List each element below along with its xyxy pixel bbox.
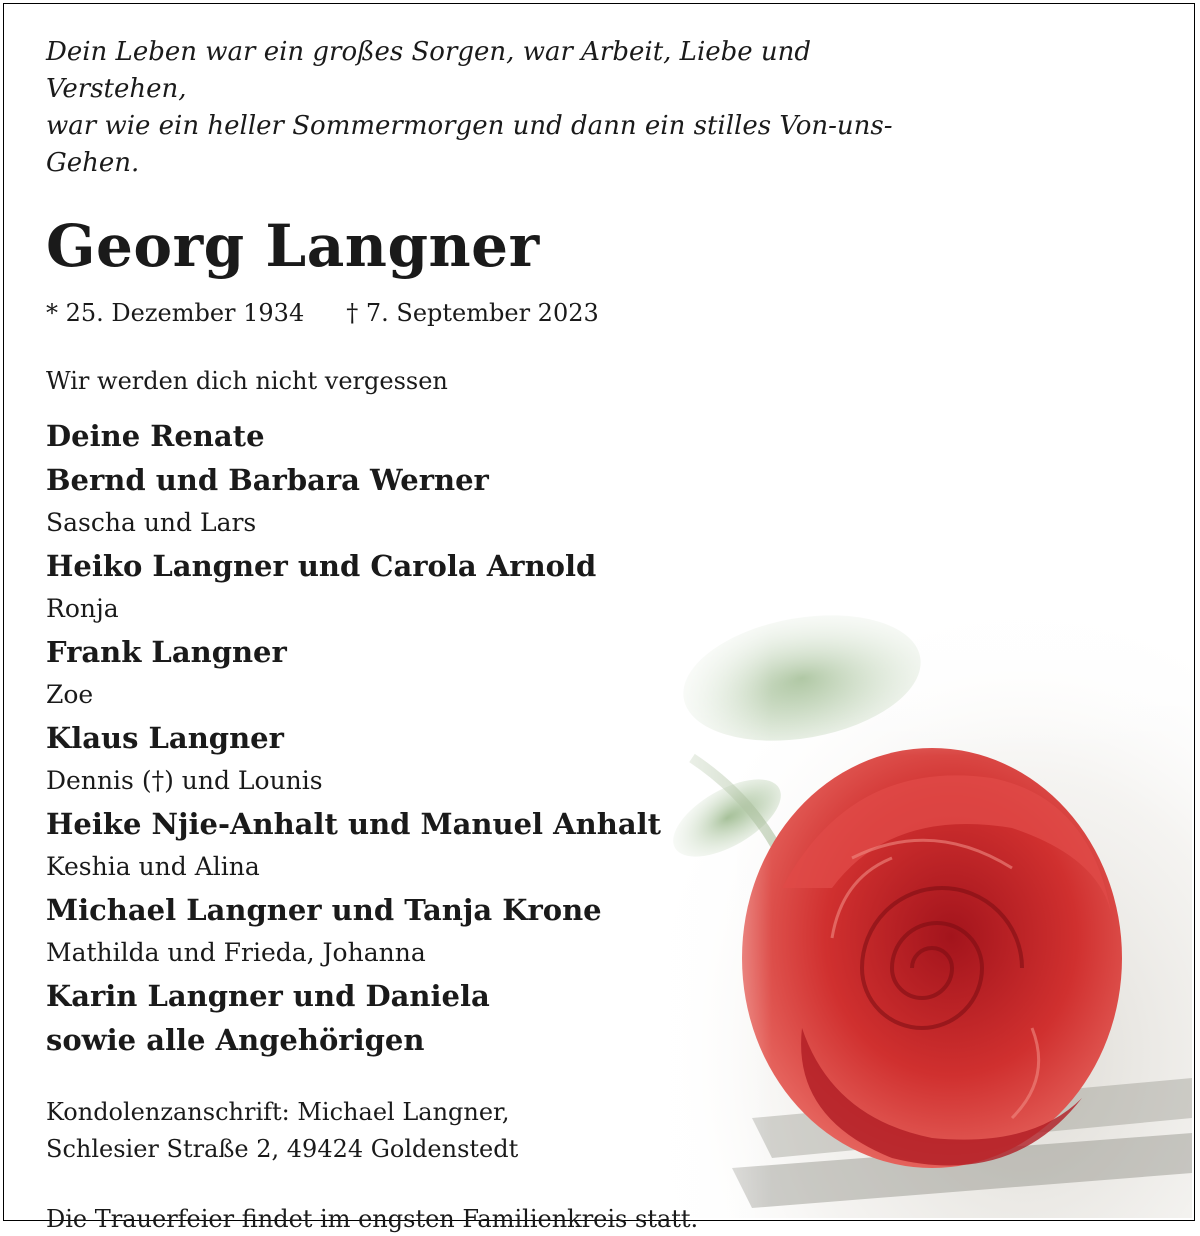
mourner-name: Michael Langner und Tanja Krone bbox=[46, 893, 602, 927]
birth-date: * 25. Dezember 1934 bbox=[46, 299, 305, 327]
mourners-list bbox=[46, 414, 946, 1062]
mourner-name: Deine Renate bbox=[46, 419, 265, 453]
mourner-name: Heike Njie-Anhalt und Manuel Anhalt bbox=[46, 807, 662, 841]
mourner-name: Bernd und Barbara Werner bbox=[46, 463, 489, 497]
mourner-name: Heiko Langner und Carola Arnold bbox=[46, 549, 597, 583]
address-line: Kondolenzanschrift: Michael Langner, bbox=[46, 1098, 510, 1126]
poem-line: Dein Leben war ein großes Sorgen, war Arbeit, Liebe und Verstehen, bbox=[46, 37, 812, 104]
mourner-name: Karin Langner und Daniela bbox=[46, 979, 490, 1013]
ceremony-note: Die Trauerfeier findet im engsten Familienkreis statt. bbox=[46, 1205, 699, 1233]
death-date: † 7. September 2023 bbox=[346, 299, 599, 327]
mourner-children: Sascha und Lars bbox=[46, 508, 257, 537]
poem bbox=[46, 34, 946, 182]
mourner-children: Ronja bbox=[46, 594, 119, 623]
life-dates bbox=[46, 296, 946, 330]
mourner-children: Keshia und Alina bbox=[46, 852, 260, 881]
mourner-name: sowie alle Angehörigen bbox=[46, 1023, 425, 1057]
deceased-name: Georg Langner bbox=[46, 212, 540, 280]
memo-text: Wir werden dich nicht vergessen bbox=[46, 367, 448, 395]
poem-line: war wie ein heller Sommermorgen und dann ein stilles Von-uns-Gehen. bbox=[46, 111, 893, 178]
condolence-address bbox=[46, 1094, 946, 1168]
obituary-content bbox=[46, 34, 946, 1236]
mourner-name: Frank Langner bbox=[46, 635, 287, 669]
mourner-name: Klaus Langner bbox=[46, 721, 284, 755]
address-line: Schlesier Straße 2, 49424 Goldenstedt bbox=[46, 1135, 519, 1163]
mourner-children: Mathilda und Frieda, Johanna bbox=[46, 938, 426, 967]
mourner-children: Dennis (†) und Lounis bbox=[46, 766, 323, 795]
mourner-children: Zoe bbox=[46, 680, 94, 709]
